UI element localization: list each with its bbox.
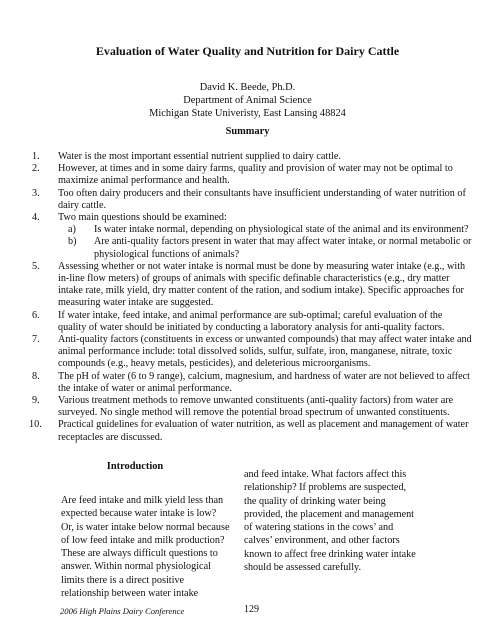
item-text: Two main questions should be examined: [58, 212, 227, 224]
item-text: However, at times and in some dairy farms, quality and provision of water may not be optimal to maximize animal performance and health. [58, 163, 453, 187]
summary-item [32, 371, 472, 395]
summary-item [29, 419, 472, 443]
intro-right-column: and feed intake. What factors affect this relationship? If problems are suspected, the quality of drinking water being provided, the placement and management of watering stations in the cows’ and calves’ environment, and other factors known to affect free drinking water intake should be assessed carefully. [244, 469, 416, 574]
introduction-heading: Introduction [106, 461, 164, 472]
author-university: Michigan State Univeristy, East Lansing 48824 [149, 108, 346, 119]
summary-item [32, 212, 472, 261]
sub-question [58, 236, 472, 260]
item-text: Too often dairy producers and their consultants have insufficient understanding of water nutrition of dairy cattle. [58, 187, 466, 211]
sub-text: Are anti-quality factors present in water that may affect water intake, or normal metabolic or physiological functions of animals? [94, 236, 472, 260]
sub-question [58, 224, 472, 236]
summary-item [32, 261, 472, 310]
sub-question-list [58, 224, 472, 261]
item-text: Assessing whether or not water intake is normal must be done by measuring water intake (e.g., with in-line flow meters) of groups of animals with specific definable characteristics (e.g., dry matter intake rate, milk yield, dry matter content of the ration, and sodium intake). Specific approaches for measuring water intake are suggested. [58, 260, 466, 309]
summary-item [32, 188, 472, 212]
summary-item [32, 310, 472, 334]
summary-list [29, 151, 472, 444]
paper-title: Evaluation of Water Quality and Nutrition for Dairy Cattle [95, 44, 400, 58]
item-number: 5. [32, 260, 40, 272]
summary-item [32, 395, 472, 419]
summary-item [32, 334, 472, 371]
summary-item [32, 163, 472, 187]
sub-text: Is water intake normal, depending on physiological state of the animal and its environment? [94, 224, 469, 236]
item-number: 2. [32, 163, 40, 175]
item-text: Various treatment methods to remove unwanted constituents (anti-quality factors) from water are surveyed. No single method will remove the potential broad spectrum of unwanted constituents. [58, 395, 454, 419]
item-text: The pH of water (6 to 9 range), calcium, magnesium, and hardness of water are not believed to affect the intake of water or animal performance. [58, 370, 470, 394]
item-text: Anti-quality factors (constituents in excess or unwanted compounds) that may affect water intake and animal performance include: total dissolved solids, sulfur, sulfate, iron, manganese, nitrate, toxic compounds (e.g., heavy metals, pesticides), and deleterious microorganisms. [58, 334, 472, 370]
item-number: 7. [32, 334, 40, 346]
sub-letter: a) [68, 224, 76, 236]
author-block [0, 81, 495, 120]
sub-letter: b) [68, 236, 77, 248]
item-number: 8. [32, 370, 40, 382]
summary-item [32, 151, 472, 163]
item-number: 4. [32, 212, 40, 224]
item-number: 9. [32, 395, 40, 407]
item-text: Water is the most important essential nutrient supplied to dairy cattle. [58, 151, 341, 162]
item-number: 6. [32, 309, 40, 321]
item-number: 10. [29, 419, 42, 431]
item-number: 3. [32, 187, 40, 199]
item-text: If water intake, feed intake, and animal performance are sub-optimal; careful evaluation of the quality of water should be initiated by conducting a laboratory analysis for anti-quality factors. [58, 309, 445, 333]
footer-conference: 2006 High Plains Dairy Conference [60, 606, 185, 616]
author-department: Department of Animal Science [183, 95, 312, 106]
page-number: 129 [244, 604, 259, 615]
item-text: Practical guidelines for evaluation of water nutrition, as well as placement and management of water receptacles are discussed. [58, 419, 469, 443]
intro-left-column: Are feed intake and milk yield less than expected because water intake is low? Or, is water intake below normal because of low feed intake and milk production? These are always difficult questions to answer. Within normal physiological limits there is a direct positive relationship between water intake [61, 495, 230, 600]
summary-heading: Summary [225, 126, 270, 137]
item-number: 1. [32, 151, 40, 162]
author-name: David K. Beede, Ph.D. [199, 82, 296, 93]
